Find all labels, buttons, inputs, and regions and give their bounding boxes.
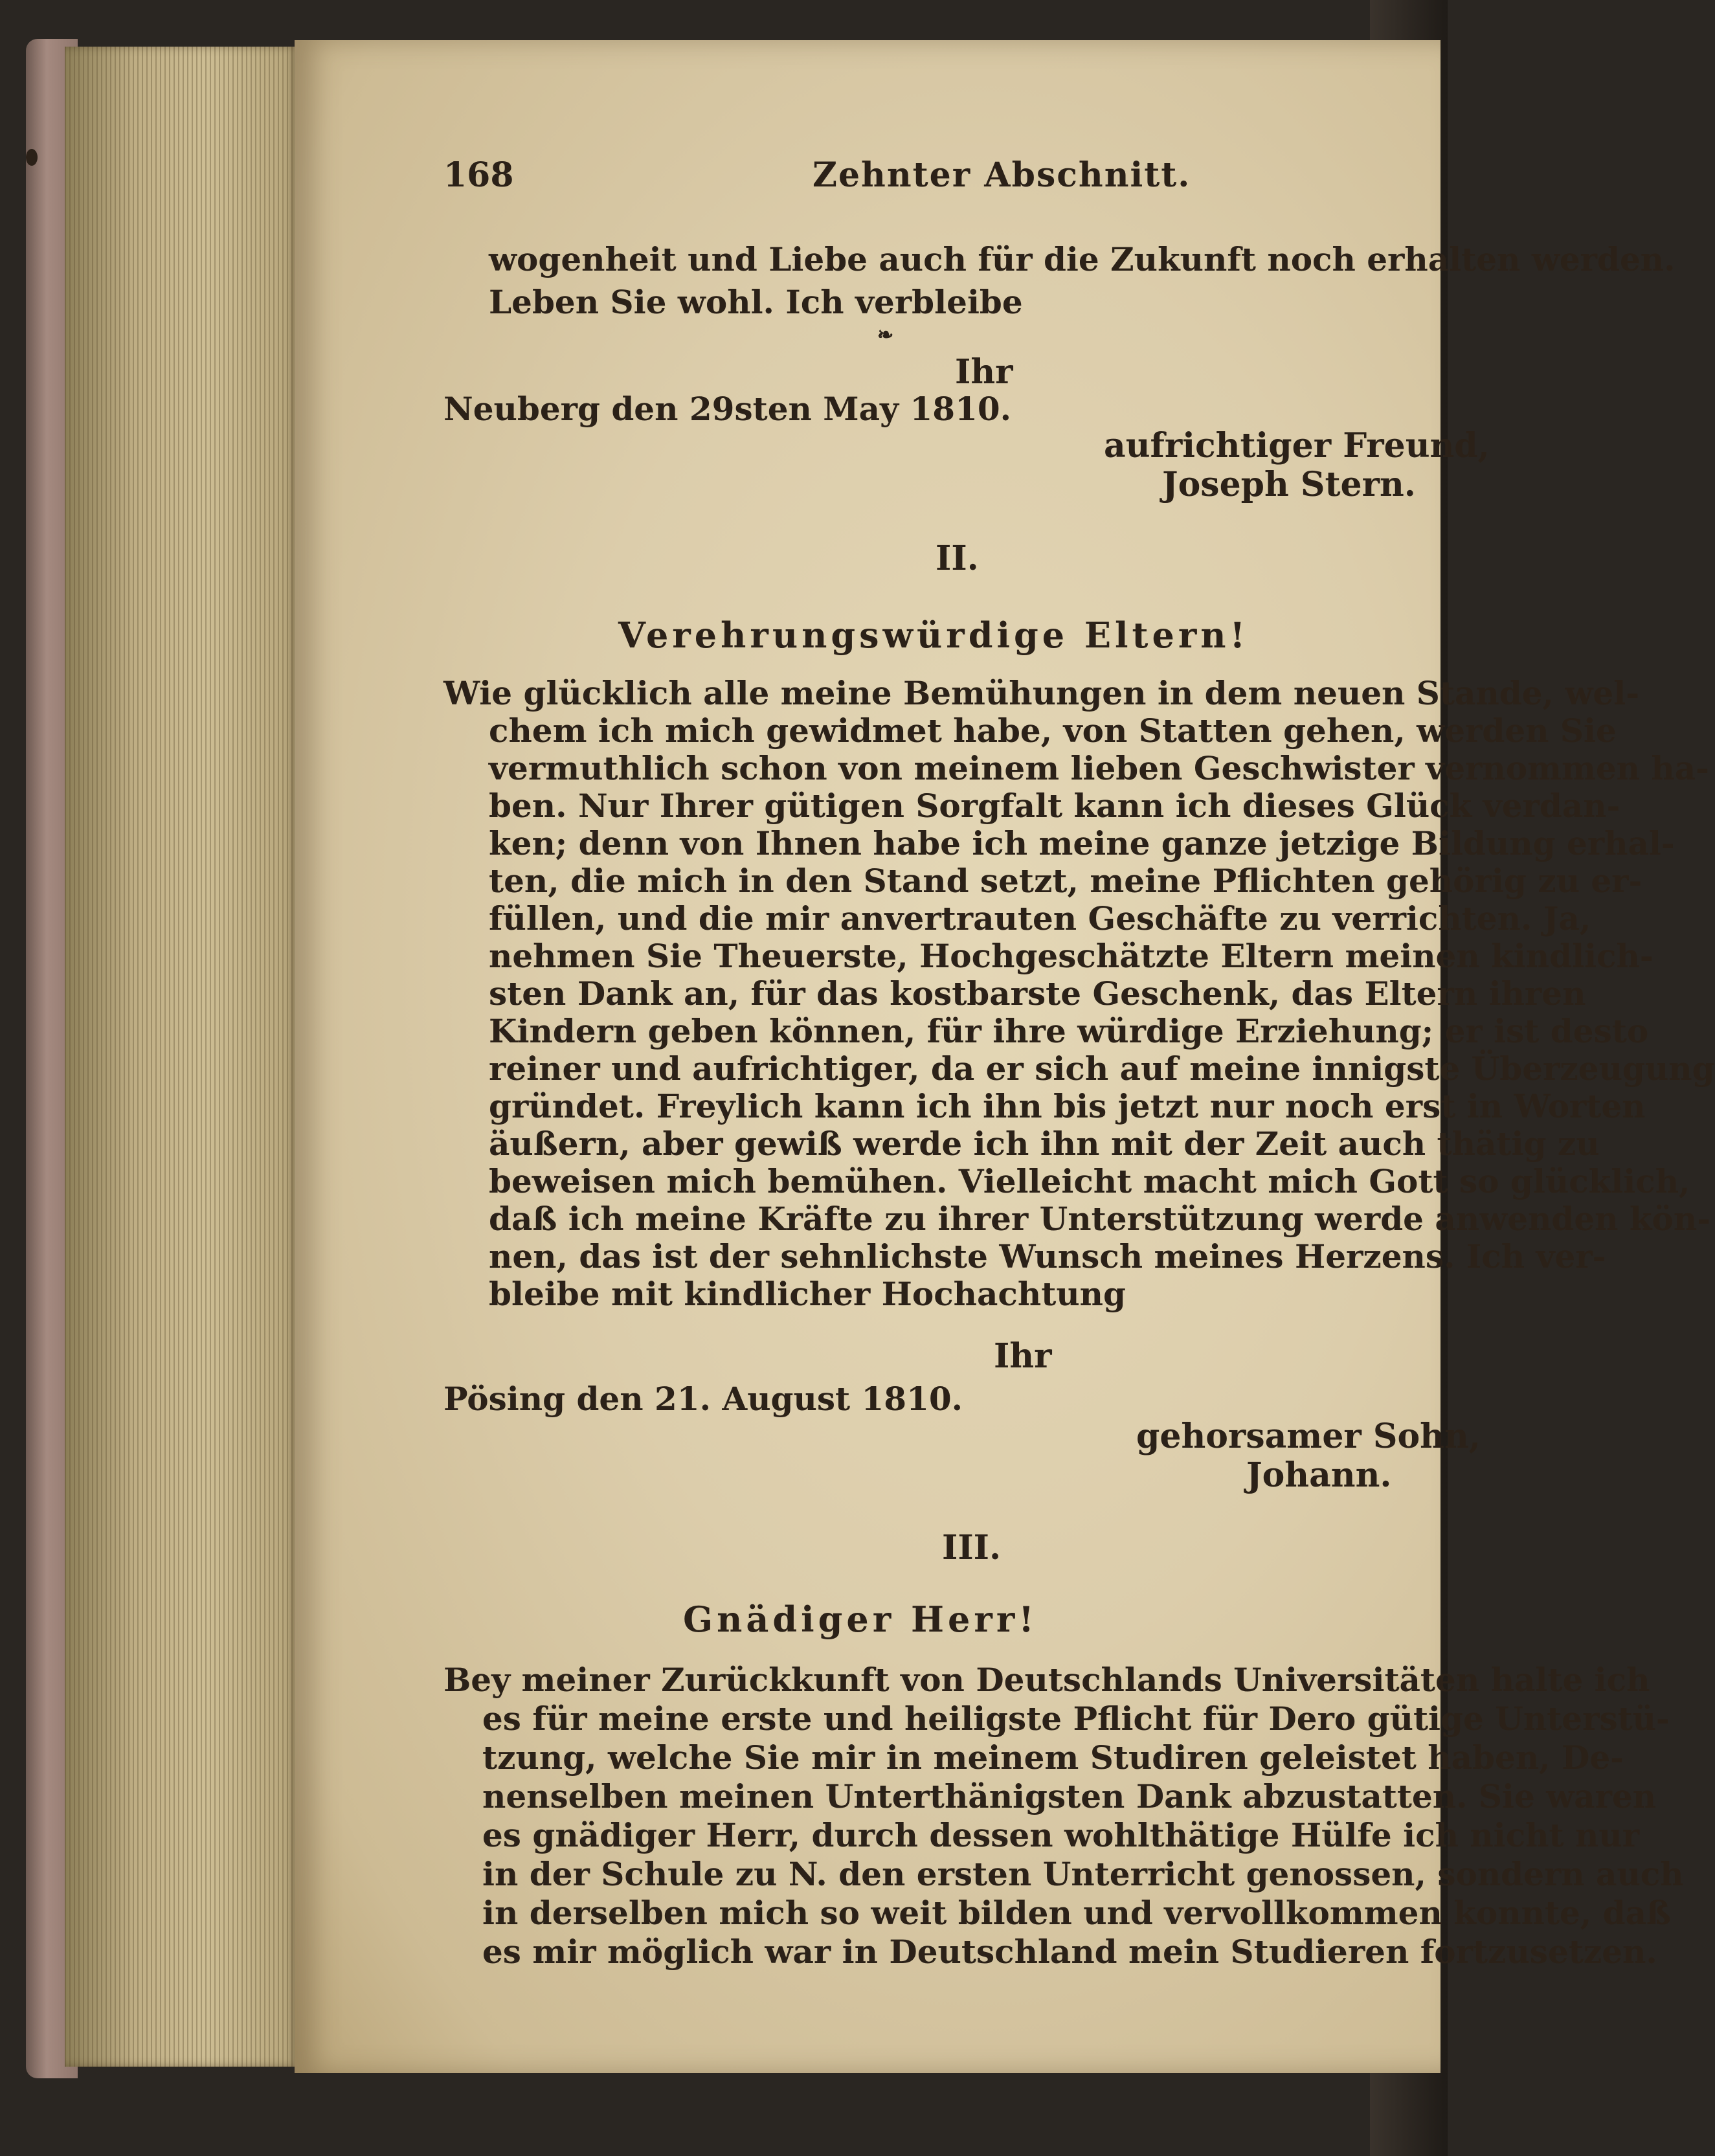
letter2-signature-name: Johann. (1246, 1455, 1392, 1495)
letter3-salutation: Gnädiger Herr! (683, 1599, 1038, 1640)
letter2-salutation: Verehrungswürdige Eltern! (618, 614, 1250, 656)
letter3-body-line: es mir möglich war in Deutschland mein Studieren fortzusetzen. (482, 1933, 1657, 1971)
letter2-body-line: daß ich meine Kräfte zu ihrer Unterstützung werde anwenden kön- (489, 1200, 1710, 1238)
letter2-body-line: ken; denn von Ihnen habe ich meine ganze jetzige Bildung erhal- (489, 824, 1675, 862)
ornament-icon: ❧ (877, 324, 894, 346)
letter1-place-date: Neuberg den 29sten May 1810. (443, 390, 1012, 428)
letter3-body-line: Bey meiner Zurückkunft von Deutschlands Universitäten halte ich (443, 1661, 1650, 1699)
letter2-body-line: reiner und aufrichtiger, da er sich auf meine innigste Überzeugung (489, 1050, 1715, 1088)
letter2-body-line: nehmen Sie Theuerste, Hochgeschätzte Eltern meinen kindlich- (489, 937, 1653, 975)
letter3-body-line: es gnädiger Herr, durch dessen wohlthätige Hülfe ich nicht nur (482, 1816, 1640, 1854)
letter2-body-line: füllen, und die mir anvertrauten Geschäfte zu verrichten. Ja, (489, 899, 1591, 938)
letter2-body-line: nen, das ist der sehnlichste Wunsch meines Herzens. Ich ver- (489, 1237, 1606, 1275)
letter2-body-line: vermuthlich schon von meinem lieben Geschwister vernommen ha- (489, 749, 1709, 787)
letter2-body-line: Kindern geben können, für ihre würdige Erziehung; er ist desto (489, 1012, 1649, 1050)
letter2-body-line: sten Dank an, für das kostbarste Geschenk, das Eltern ihren (489, 974, 1586, 1013)
letter1-line: wogenheit und Liebe auch für die Zukunft noch erhalten werden. (489, 240, 1676, 278)
page-number: 168 (443, 155, 514, 195)
book-page (295, 40, 1715, 2073)
running-title: Zehnter Abschnitt. (813, 155, 1191, 195)
letter3-body-line: in der Schule zu N. den ersten Unterricht genossen, sondern auch (482, 1855, 1684, 1893)
letter3-body-line: tzung, welche Sie mir in meinem Studiren geleistet haben, De- (482, 1738, 1624, 1777)
letter1-line: Leben Sie wohl. Ich verbleibe (489, 283, 1023, 321)
letter3-body-line: in derselben mich so weit bilden und vervollkommen konnte, daß (482, 1894, 1672, 1932)
page-block-edges (65, 47, 298, 2067)
letter2-place-date: Pösing den 21. August 1810. (443, 1380, 963, 1418)
letter2-body-line: äußern, aber gewiß werde ich ihn mit der Zeit auch thätig zu (489, 1125, 1600, 1163)
letter3-body-line: nenselben meinen Unterthänigsten Dank abzustatten. Sie waren (482, 1777, 1657, 1815)
letter2-body-line: chem ich mich gewidmet habe, von Statten gehen, werden Sie (489, 712, 1617, 750)
letter2-closing: Ihr (994, 1336, 1052, 1376)
ink-spot (26, 149, 38, 166)
letter1-closing: Ihr (955, 352, 1013, 392)
letter2-signature-line: gehorsamer Sohn, (1136, 1417, 1481, 1456)
letter1-signature-line: aufrichtiger Freund, (1104, 426, 1490, 466)
page-text (295, 40, 1715, 2073)
letter2-body-line: ten, die mich in den Stand setzt, meine Pflichten gehörig zu er- (489, 862, 1642, 900)
letter2-body-line: Wie glücklich alle meine Bemühungen in dem neuen Stande, wel- (443, 674, 1639, 712)
letter3-body-line: es für meine erste und heiligste Pflicht für Dero gütige Unterstü- (482, 1700, 1670, 1738)
letter1-signature-name: Joseph Stern. (1162, 465, 1416, 504)
letter2-body-line: beweisen mich bemühen. Vielleicht macht mich Gott so glücklich, (489, 1162, 1690, 1200)
letter3-numeral: III. (942, 1528, 1002, 1567)
letter2-body-line: ben. Nur Ihrer gütigen Sorgfalt kann ich dieses Glück verdan- (489, 787, 1620, 825)
letter2-body-line: bleibe mit kindlicher Hochachtung (489, 1275, 1126, 1313)
letter2-body-line: gründet. Freylich kann ich ihn bis jetzt nur noch erst in Worten (489, 1087, 1646, 1125)
letter2-numeral: II. (936, 539, 979, 578)
